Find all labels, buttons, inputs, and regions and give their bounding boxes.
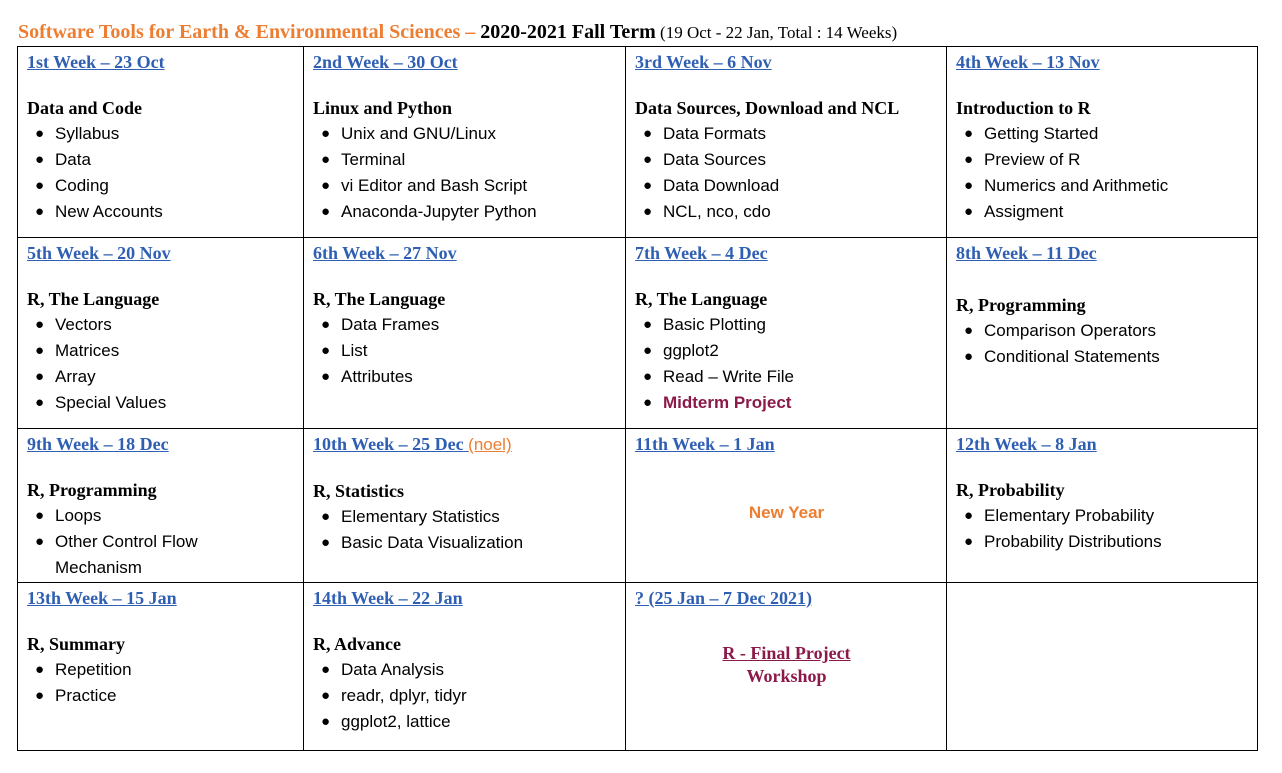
- list-item: ● List: [313, 338, 617, 364]
- bullet-icon: ●: [321, 177, 331, 194]
- bullet-icon: ●: [643, 151, 653, 168]
- bullet-icon: ●: [321, 508, 331, 525]
- list-item: ● Read – Write File: [635, 364, 938, 390]
- week-heading: 11th Week – 1 Jan: [635, 434, 775, 454]
- topic-list: [635, 121, 938, 225]
- week-topic: R, The Language: [313, 289, 446, 309]
- week-topic: R, Advance: [313, 634, 402, 654]
- bullet-icon: ●: [643, 203, 653, 220]
- topic-list: [313, 312, 617, 390]
- bullet-icon: ●: [643, 342, 653, 359]
- list-item: ● Matrices: [27, 338, 295, 364]
- list-item: ● Getting Started: [956, 121, 1249, 147]
- week-topic: R, The Language: [635, 289, 768, 309]
- week-heading: 2nd Week – 30 Oct: [313, 52, 458, 72]
- schedule-row: [18, 429, 1258, 583]
- bullet-icon: ●: [35, 203, 45, 220]
- week-cell: [626, 238, 947, 429]
- bullet-icon: ●: [35, 125, 45, 142]
- topic-list: [27, 503, 295, 581]
- bullet-icon: ●: [321, 316, 331, 333]
- list-item: ● Anaconda-Jupyter Python: [313, 199, 617, 225]
- week-cell: [18, 583, 304, 751]
- list-item: ● Coding: [27, 173, 295, 199]
- list-item: ● Syllabus: [27, 121, 295, 147]
- topic-list: [956, 121, 1249, 225]
- week-heading: 13th Week – 15 Jan: [27, 588, 177, 608]
- week-topic: Data and Code: [27, 98, 143, 118]
- week-heading: 12th Week – 8 Jan: [956, 434, 1097, 454]
- list-item: ● Loops: [27, 503, 295, 529]
- bullet-icon: ●: [643, 177, 653, 194]
- bullet-icon: ●: [643, 125, 653, 142]
- list-item: ● NCL, nco, cdo: [635, 199, 938, 225]
- list-item: ● Conditional Statements: [956, 344, 1249, 370]
- list-item: ● Comparison Operators: [956, 318, 1249, 344]
- list-item: ● Data Frames: [313, 312, 617, 338]
- list-item: ● Data: [27, 147, 295, 173]
- list-item: ● Array: [27, 364, 295, 390]
- bullet-icon: ●: [321, 368, 331, 385]
- week-heading: 3rd Week – 6 Nov: [635, 52, 772, 72]
- schedule-table: [17, 46, 1258, 751]
- list-item: ● Terminal: [313, 147, 617, 173]
- bullet-icon: ●: [643, 368, 653, 385]
- week-cell: [626, 429, 947, 583]
- week-heading: 5th Week – 20 Nov: [27, 243, 171, 263]
- topic-list: [313, 504, 617, 556]
- bullet-icon: ●: [964, 507, 974, 524]
- list-item: ● Special Values: [27, 390, 295, 416]
- list-item: ● Data Sources: [635, 147, 938, 173]
- list-item: [635, 390, 938, 416]
- topic-list: [27, 657, 295, 709]
- week-heading: 10th Week – 25 Dec (noel): [313, 434, 512, 454]
- list-item: ● Data Analysis: [313, 657, 617, 683]
- title-course-name: Software Tools for Earth & Environmental Sciences: [18, 21, 461, 43]
- topic-list: [956, 503, 1249, 555]
- list-item: ● Vectors: [27, 312, 295, 338]
- bullet-icon: ●: [35, 394, 45, 411]
- week-cell: [947, 47, 1258, 238]
- list-item: ● readr, dplyr, tidyr: [313, 683, 617, 709]
- title-dates: (19 Oct - 22 Jan, Total : 14 Weeks): [655, 23, 898, 42]
- week-topic: Introduction to R: [956, 98, 1091, 118]
- list-item: ● Repetition: [27, 657, 295, 683]
- bullet-icon: ●: [35, 177, 45, 194]
- bullet-icon: ●: [643, 394, 653, 411]
- week-heading: 1st Week – 23 Oct: [27, 52, 165, 72]
- bullet-icon: ●: [321, 342, 331, 359]
- week-topic: R, Statistics: [313, 481, 404, 501]
- topic-list: [27, 121, 295, 225]
- topic-list: [27, 312, 295, 416]
- list-item: ● New Accounts: [27, 199, 295, 225]
- week-cell: [947, 238, 1258, 429]
- bullet-icon: ●: [321, 125, 331, 142]
- list-item: ● Practice: [27, 683, 295, 709]
- week-topic: R, Summary: [27, 634, 125, 654]
- week-cell: [18, 238, 304, 429]
- holiday-label: New Year: [748, 503, 825, 522]
- week-heading: 14th Week – 22 Jan: [313, 588, 463, 608]
- list-item: ● Basic Data Visualization: [313, 530, 617, 556]
- bullet-icon: ●: [321, 534, 331, 551]
- schedule-row: [18, 47, 1258, 238]
- week-topic: Linux and Python: [313, 98, 453, 118]
- week-heading: 4th Week – 13 Nov: [956, 52, 1100, 72]
- topic-list: [956, 318, 1249, 370]
- week-cell: [947, 429, 1258, 583]
- bullet-icon: ●: [964, 151, 974, 168]
- week-heading: 8th Week – 11 Dec: [956, 243, 1097, 263]
- list-item: ● Data Formats: [635, 121, 938, 147]
- title-dash: –: [460, 21, 481, 43]
- bullet-icon: ●: [321, 687, 331, 704]
- bullet-icon: ●: [964, 177, 974, 194]
- list-item: ● ggplot2, lattice: [313, 709, 617, 735]
- list-item: ● Attributes: [313, 364, 617, 390]
- week-topic: R, The Language: [27, 289, 160, 309]
- list-item: ● ggplot2: [635, 338, 938, 364]
- list-item: ● vi Editor and Bash Script: [313, 173, 617, 199]
- bullet-icon: ●: [321, 203, 331, 220]
- bullet-icon: ●: [35, 316, 45, 333]
- topic-list: [313, 657, 617, 735]
- bullet-icon: ●: [35, 151, 45, 168]
- bullet-icon: ●: [35, 368, 45, 385]
- bullet-icon: ●: [35, 507, 45, 524]
- bullet-icon: ●: [964, 348, 974, 365]
- noel-note: (noel): [468, 435, 512, 454]
- week-topic: R, Probability: [956, 480, 1065, 500]
- list-item: ● Preview of R: [956, 147, 1249, 173]
- topic-list: [635, 312, 938, 416]
- page-title: [18, 20, 897, 46]
- week-heading: 6th Week – 27 Nov: [313, 243, 457, 263]
- week-heading: ? (25 Jan – 7 Dec 2021): [635, 588, 812, 608]
- bullet-icon: ●: [964, 322, 974, 339]
- list-item: ● Elementary Statistics: [313, 504, 617, 530]
- bullet-icon: ●: [35, 342, 45, 359]
- schedule-row: [18, 238, 1258, 429]
- week-cell: [304, 583, 626, 751]
- bullet-icon: ●: [964, 125, 974, 142]
- title-term: 2020-2021 Fall Term: [480, 21, 656, 43]
- midterm-project-label: Midterm Project: [663, 393, 792, 412]
- workshop-label: Workshop: [746, 666, 827, 686]
- list-item: ● Assigment: [956, 199, 1249, 225]
- bullet-icon: ●: [964, 533, 974, 550]
- week-heading: 9th Week – 18 Dec: [27, 434, 169, 454]
- list-item: ● Data Download: [635, 173, 938, 199]
- bullet-icon: ●: [321, 661, 331, 678]
- list-item: ● Unix and GNU/Linux: [313, 121, 617, 147]
- final-project-block: [635, 642, 938, 688]
- week-heading: 7th Week – 4 Dec: [635, 243, 768, 263]
- bullet-icon: ●: [643, 316, 653, 333]
- final-project-label: R - Final Project: [722, 643, 851, 663]
- week-topic: Data Sources, Download and NCL: [635, 98, 900, 118]
- bullet-icon: ●: [35, 687, 45, 704]
- list-item: ● Numerics and Arithmetic: [956, 173, 1249, 199]
- topic-list: [313, 121, 617, 225]
- list-item: ● Basic Plotting: [635, 312, 938, 338]
- bullet-icon: ●: [35, 533, 45, 550]
- week-cell: [18, 429, 304, 583]
- empty-cell: [947, 583, 1258, 751]
- week-cell: [626, 47, 947, 238]
- list-item: ● Elementary Probability: [956, 503, 1249, 529]
- schedule-row: [18, 583, 1258, 751]
- week-cell: [626, 583, 947, 751]
- week-topic: R, Programming: [956, 295, 1086, 315]
- week-cell: [304, 47, 626, 238]
- week-cell: [18, 47, 304, 238]
- bullet-icon: ●: [321, 713, 331, 730]
- week-cell: [304, 238, 626, 429]
- list-item: ● Other Control Flow Mechanism: [27, 529, 245, 581]
- bullet-icon: ●: [321, 151, 331, 168]
- bullet-icon: ●: [964, 203, 974, 220]
- week-topic: R, Programming: [27, 480, 157, 500]
- list-item: ● Probability Distributions: [956, 529, 1249, 555]
- bullet-icon: ●: [35, 661, 45, 678]
- week-cell: [304, 429, 626, 583]
